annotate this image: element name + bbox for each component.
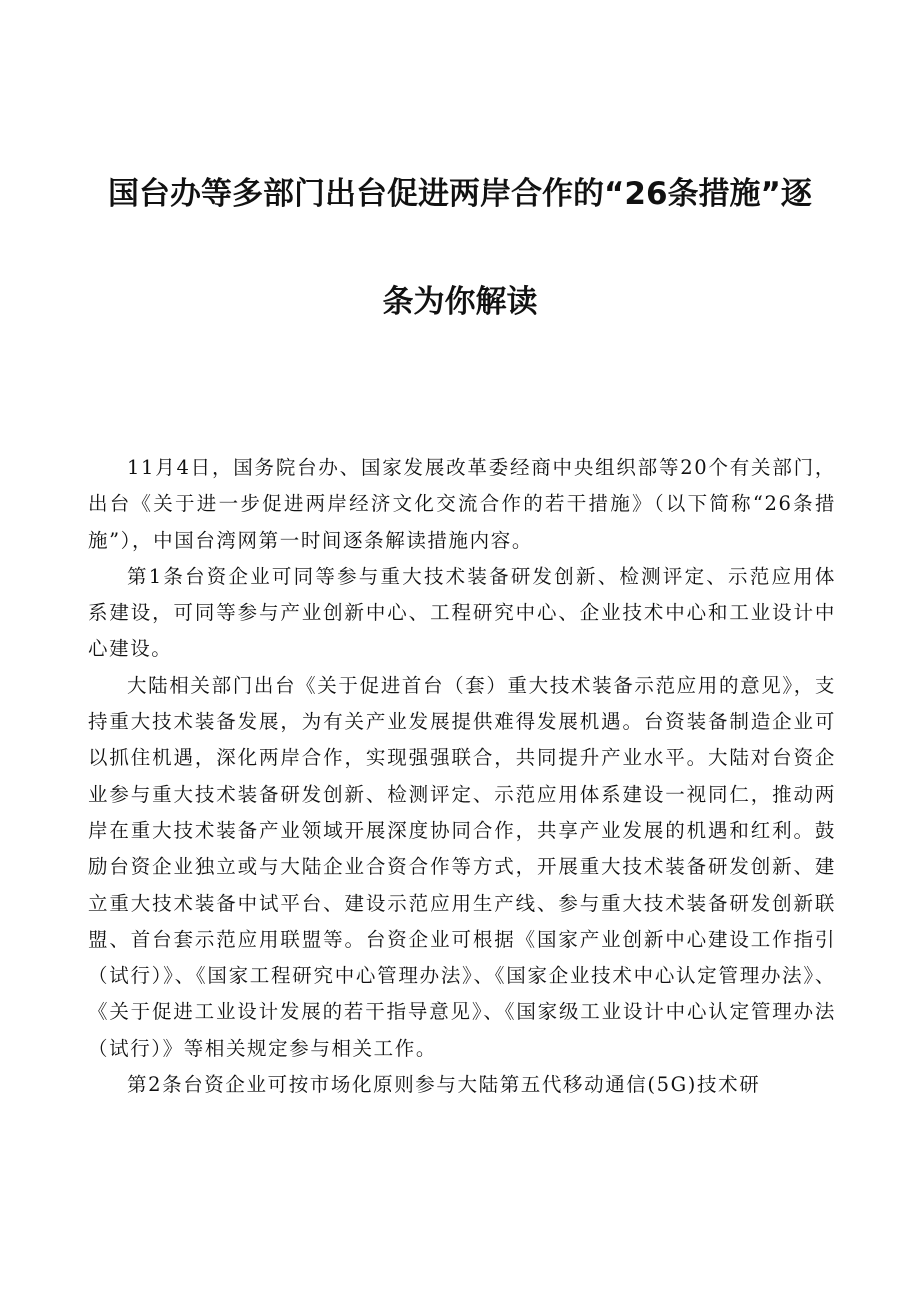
paragraph-intro: 11月4日，国务院台办、国家发展改革委经商中央组织部等20个有关部门，出台《关于进一步促进两岸经济文化交流合作的若干措施》（以下简称“26条措施”），中国台湾网第一时间逐条解读措施内容。 — [88, 456, 836, 552]
document-title-line-2: 条为你解读 — [382, 284, 538, 320]
paragraph-article-1: 第1条台资企业可同等参与重大技术装备研发创新、检测评定、示范应用体系建设，可同等参与产业创新中心、工程研究中心、企业技术中心和工业设计中心建设。 — [88, 564, 836, 661]
paragraph-article-2: 第2条台资企业可按市场化原则参与大陆第五代移动通信(5G)技术研 — [127, 1073, 761, 1097]
document-title-line-1: 国台办等多部门出台促进两岸合作的“26条措施”逐 — [108, 176, 812, 212]
paragraph-article-1-explanation: 大陆相关部门出台《关于促进首台（套）重大技术装备示范应用的意见》，支持重大技术装备发展，为有关产业发展提供难得发展机遇。台资装备制造企业可以抓住机遇，深化两岸合作，实现强强联合，共同提升产业水平。大陆对台资企业参与重大技术装备研发创新、检测评定、示范应用体系建设一视同仁，推动两岸在重大技术装备产业领域开展深度协同合作，共享产业发展的机遇和红利。鼓励台资企业独立或与大陆企业合资合作等方式，开展重大技术装备研发创新、建立重大技术装备中试平台、建设示范应用生产线、参与重大技术装备研发创新联盟、首台套示范应用联盟等。台资企业可根据《国家产业创新中心建设工作指引（试行）》、《国家工程研究中心管理办法》、《国家企业技术中心认定管理办法》、《关于促进工业设计发展的若干指导意见》、《国家级工业设计中心认定管理办法（试行）》等相关规定参与相关工作。 — [88, 673, 836, 1060]
document-body — [88, 450, 836, 1103]
